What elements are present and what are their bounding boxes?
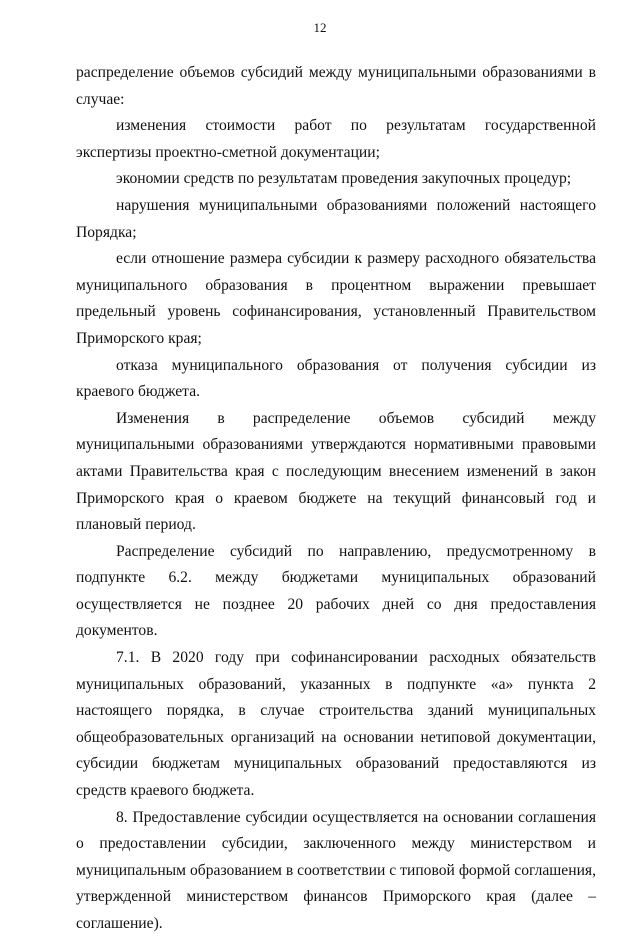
document-body [76,60,596,938]
paragraph-case-savings: экономии средств по результатам проведения закупочных процедур; [116,170,572,188]
paragraph-7-1: 7.1. В 2020 году при софинансировании расходных обязательств муниципальных образований, указанных в подпункте «а» пункта 2 настоящего порядка, в случае строительства зданий муниципальных общеобразовательных организаций на основании нетиповой документации, субсидии бюджетам муниципальных образований предоставляются из средств краевого бюджета. [76,649,596,800]
paragraph-case-cofinancing-limit: если отношение размера субсидии к размеру расходного обязательства муниципального образования в процентном выражении превышает предельный уровень софинансирования, установленный Правительством Приморского края; [76,250,596,347]
paragraph-distribution-deadline: Распределение субсидий по направлению, предусмотренному в подпункте 6.2. между бюджетами муниципальных образований осуществляется не позднее 20 рабочих дней со дня предоставления документов. [76,542,596,640]
paragraph-case-refusal: отказа муниципального образования от получения субсидии из краевого бюджета. [76,356,596,401]
paragraph-changes-approval: Изменения в распределение объемов субсидий между муниципальными образованиями утверждаются нормативными правовыми актами Правительства края с последующим внесением изменений в закон Приморского края о краевом бюджете на текущий финансовый год и плановый период. [76,409,596,534]
paragraph-continuation: распределение объемов субсидий между муниципальными образованиями в случае: [76,64,596,108]
paragraph-case-price-change: изменения стоимости работ по результатам государственной экспертизы проектно-сметной документации; [76,117,596,161]
paragraph-case-violation: нарушения муниципальными образованиями положений настоящего Порядка; [76,196,596,241]
page-number: 12 [313,20,327,35]
paragraph-8: 8. Предоставление субсидии осуществляется на основании соглашения о предоставлении субсидии, заключенного между министерством и муниципальным образованием в соответствии с типовой формой соглашения, утвержденной министерством финансов Приморского края (далее – соглашение). [76,808,596,932]
